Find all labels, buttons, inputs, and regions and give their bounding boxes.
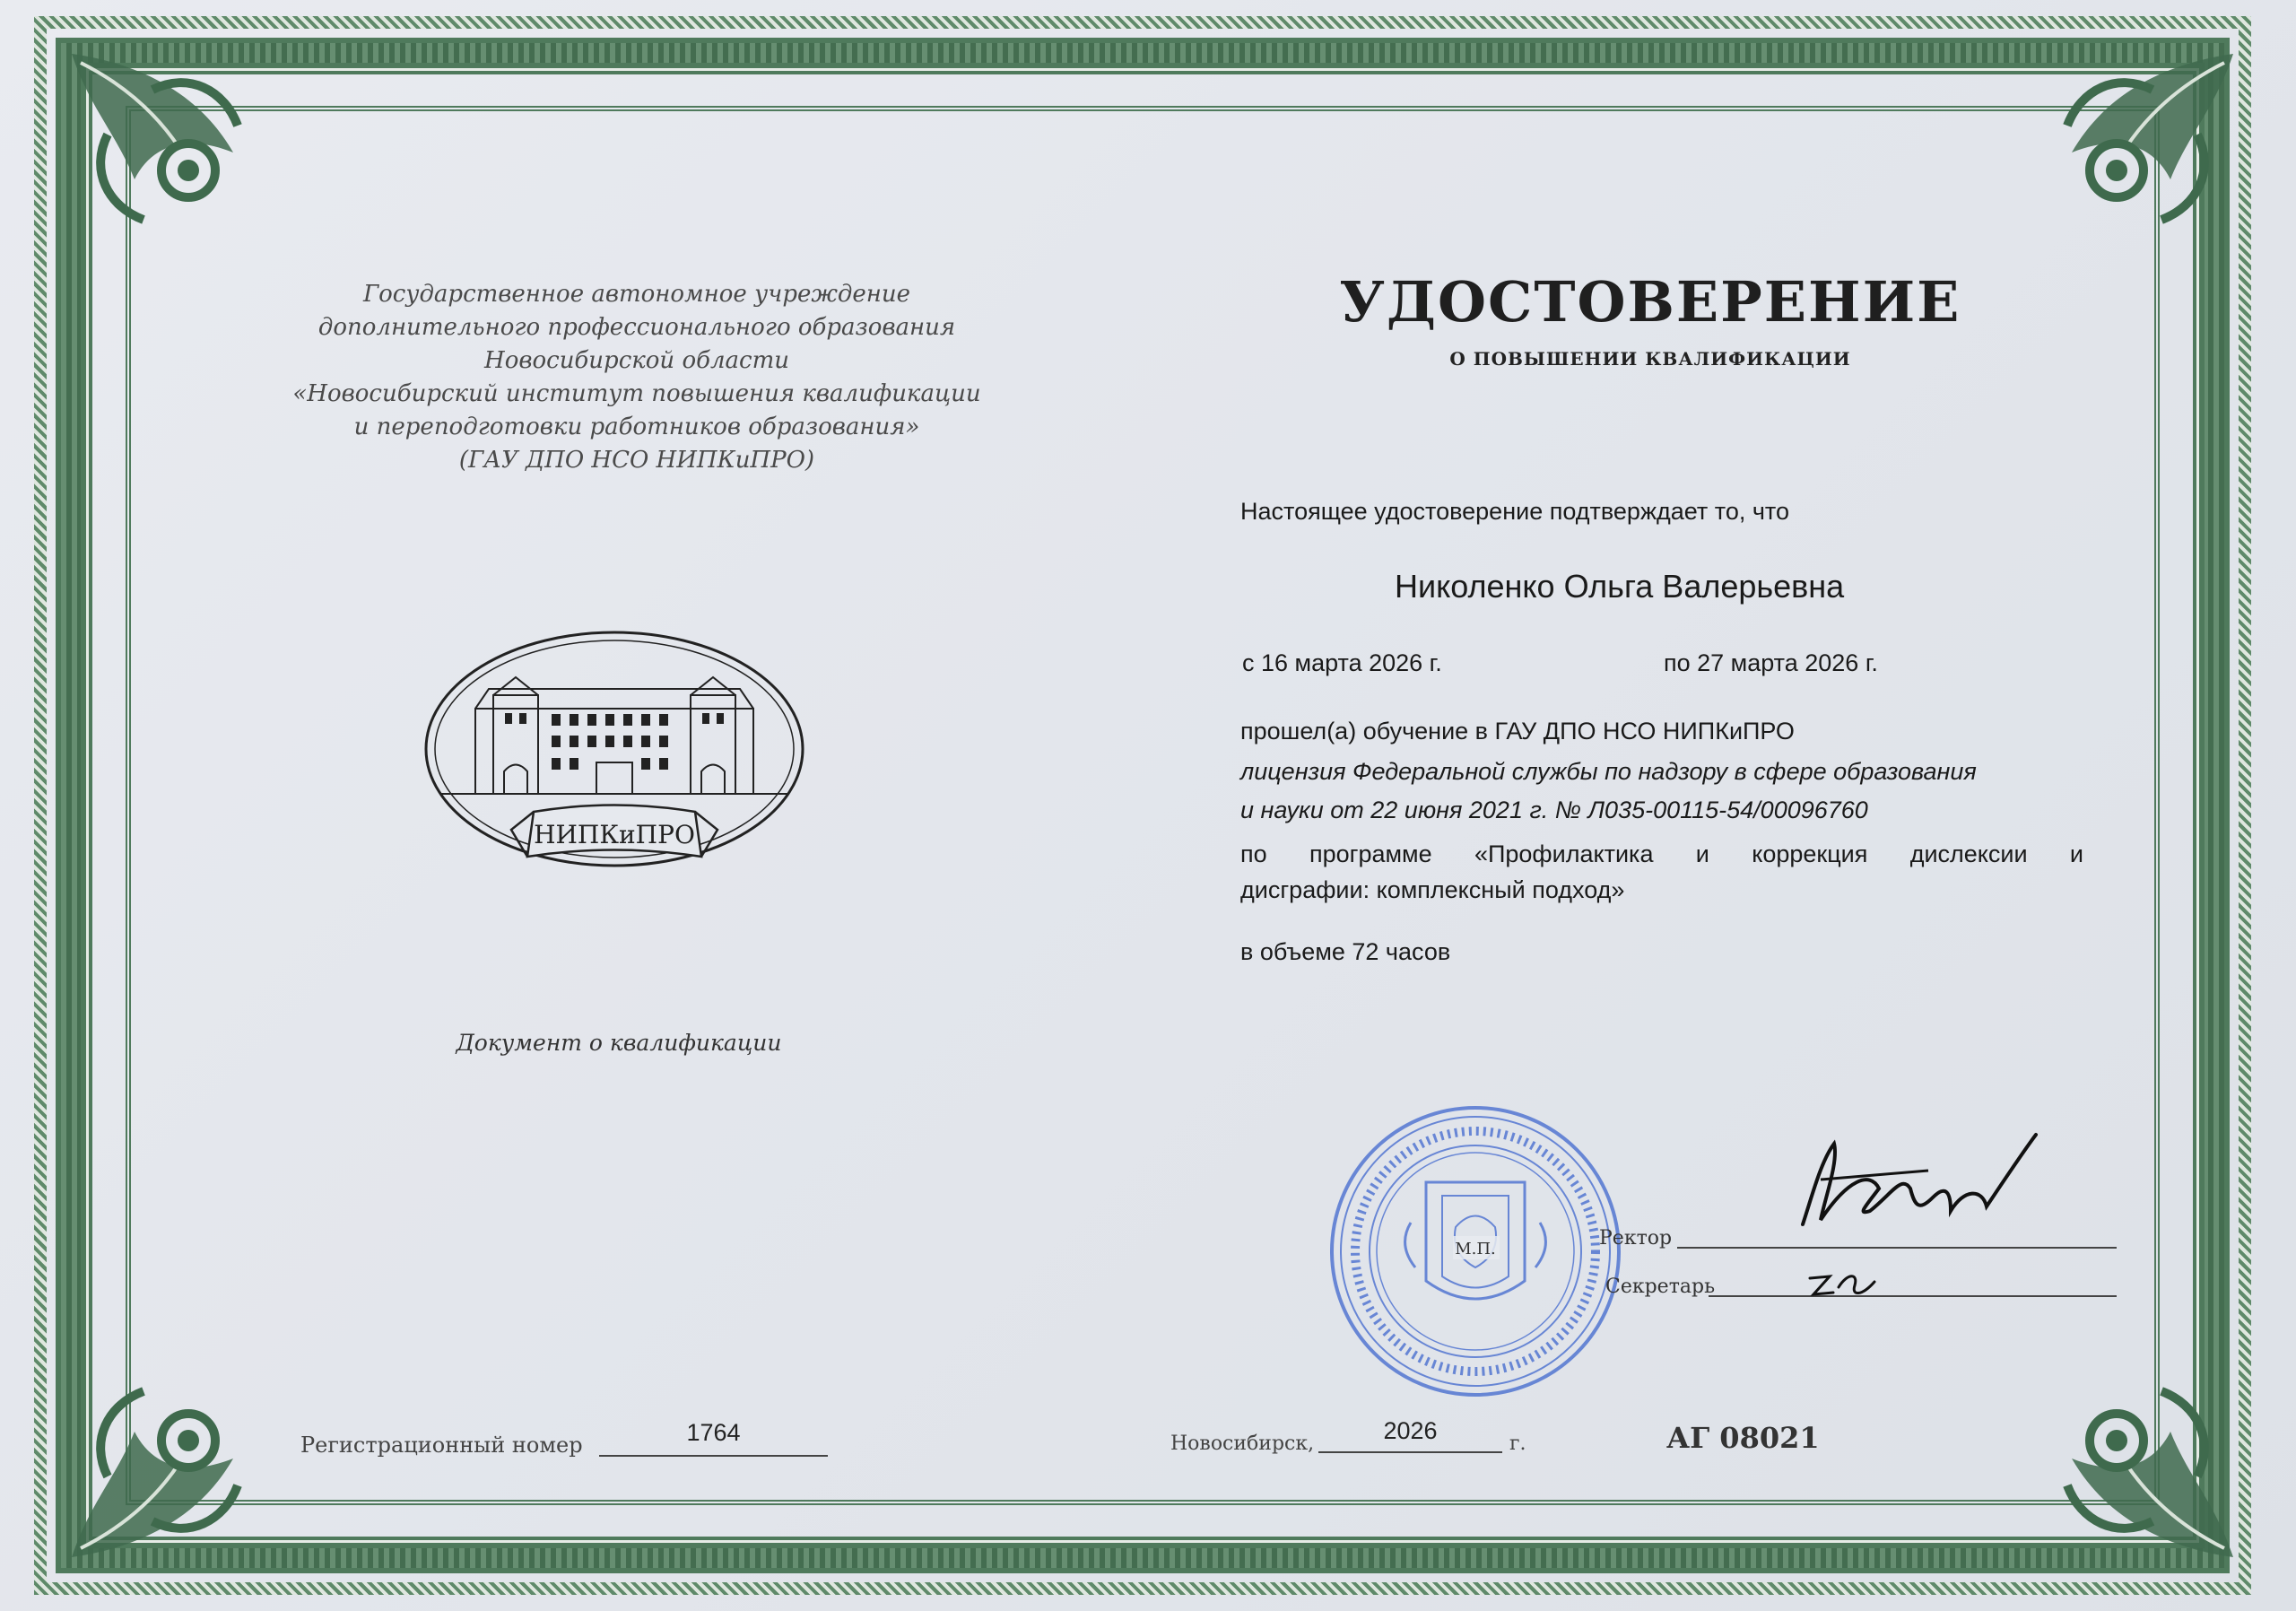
- program-line: по программе «Профилактика и коррекция дислексии и: [1240, 840, 2083, 867]
- confirm-text: Настоящее удостоверение подтверждает то, что: [1240, 498, 1789, 525]
- corner-ornament-bottom-right: [2045, 1369, 2251, 1575]
- stamp-mp-text: М.П.: [1455, 1240, 1496, 1258]
- institution-logo: [422, 628, 807, 897]
- year-line: [1318, 1451, 1502, 1453]
- logo-text: НИПКиПРО: [534, 820, 695, 849]
- secretary-signature-line: [1709, 1295, 2117, 1297]
- year-suffix: г.: [1509, 1432, 1526, 1455]
- program-line: дисграфии: комплексный подход»: [1240, 876, 1625, 903]
- serial-number: АГ 08021: [1666, 1421, 1820, 1455]
- registration-line: [599, 1455, 828, 1457]
- certificate-subtitle: О ПОВЫШЕНИИ КВАЛИФИКАЦИИ: [1449, 348, 1851, 370]
- institution-line: и переподготовки работников образования»: [353, 414, 920, 440]
- frame-ornament-band: [56, 38, 2230, 1573]
- trained-text: прошел(а) обучение в ГАУ ДПО НСО НИПКиПРО: [1240, 718, 1795, 745]
- registration-number: 1764: [686, 1419, 741, 1446]
- institution-block: [233, 278, 1040, 477]
- secretary-label: Секретарь: [1605, 1276, 1716, 1298]
- license-line: и науки от 22 июня 2021 г. № Л035-00115-54/00096760: [1240, 797, 1868, 823]
- hours-text: в объеме 72 часов: [1240, 938, 1451, 965]
- institution-line: Новосибирской области: [484, 347, 789, 374]
- document-qualification-label: Документ о квалификации: [456, 1030, 782, 1056]
- secretary-signature: [1803, 1260, 1883, 1303]
- institution-line: Государственное автономное учреждение: [362, 281, 911, 308]
- registration-label: Регистрационный номер: [300, 1432, 583, 1458]
- license-line: лицензия Федеральной службы по надзору в сфере образования: [1240, 758, 1977, 785]
- institution-line: «Новосибирский институт повышения квалификации: [292, 380, 981, 407]
- official-stamp: [1326, 1102, 1626, 1402]
- date-to: по 27 марта 2026 г.: [1664, 649, 1878, 676]
- certificate-title: УДОСТОВЕРЕНИЕ: [1339, 269, 1961, 335]
- corner-ornament-top-right: [2045, 36, 2251, 242]
- institution-line: (ГАУ ДПО НСО НИПКиПРО): [458, 447, 815, 474]
- rector-signature-line: [1677, 1247, 2117, 1249]
- corner-ornament-top-left: [54, 36, 260, 242]
- recipient-name: Николенко Ольга Валерьевна: [1395, 568, 1845, 605]
- city-label: Новосибирск,: [1170, 1432, 1315, 1455]
- date-from: с 16 марта 2026 г.: [1242, 649, 1442, 676]
- rector-signature: [1785, 1126, 2045, 1233]
- rector-label: Ректор: [1599, 1227, 1673, 1250]
- issue-year: 2026: [1383, 1417, 1438, 1444]
- institution-line: дополнительного профессионального образования: [317, 314, 956, 341]
- frame-outer-border: [34, 16, 2251, 1595]
- corner-ornament-bottom-left: [54, 1369, 260, 1575]
